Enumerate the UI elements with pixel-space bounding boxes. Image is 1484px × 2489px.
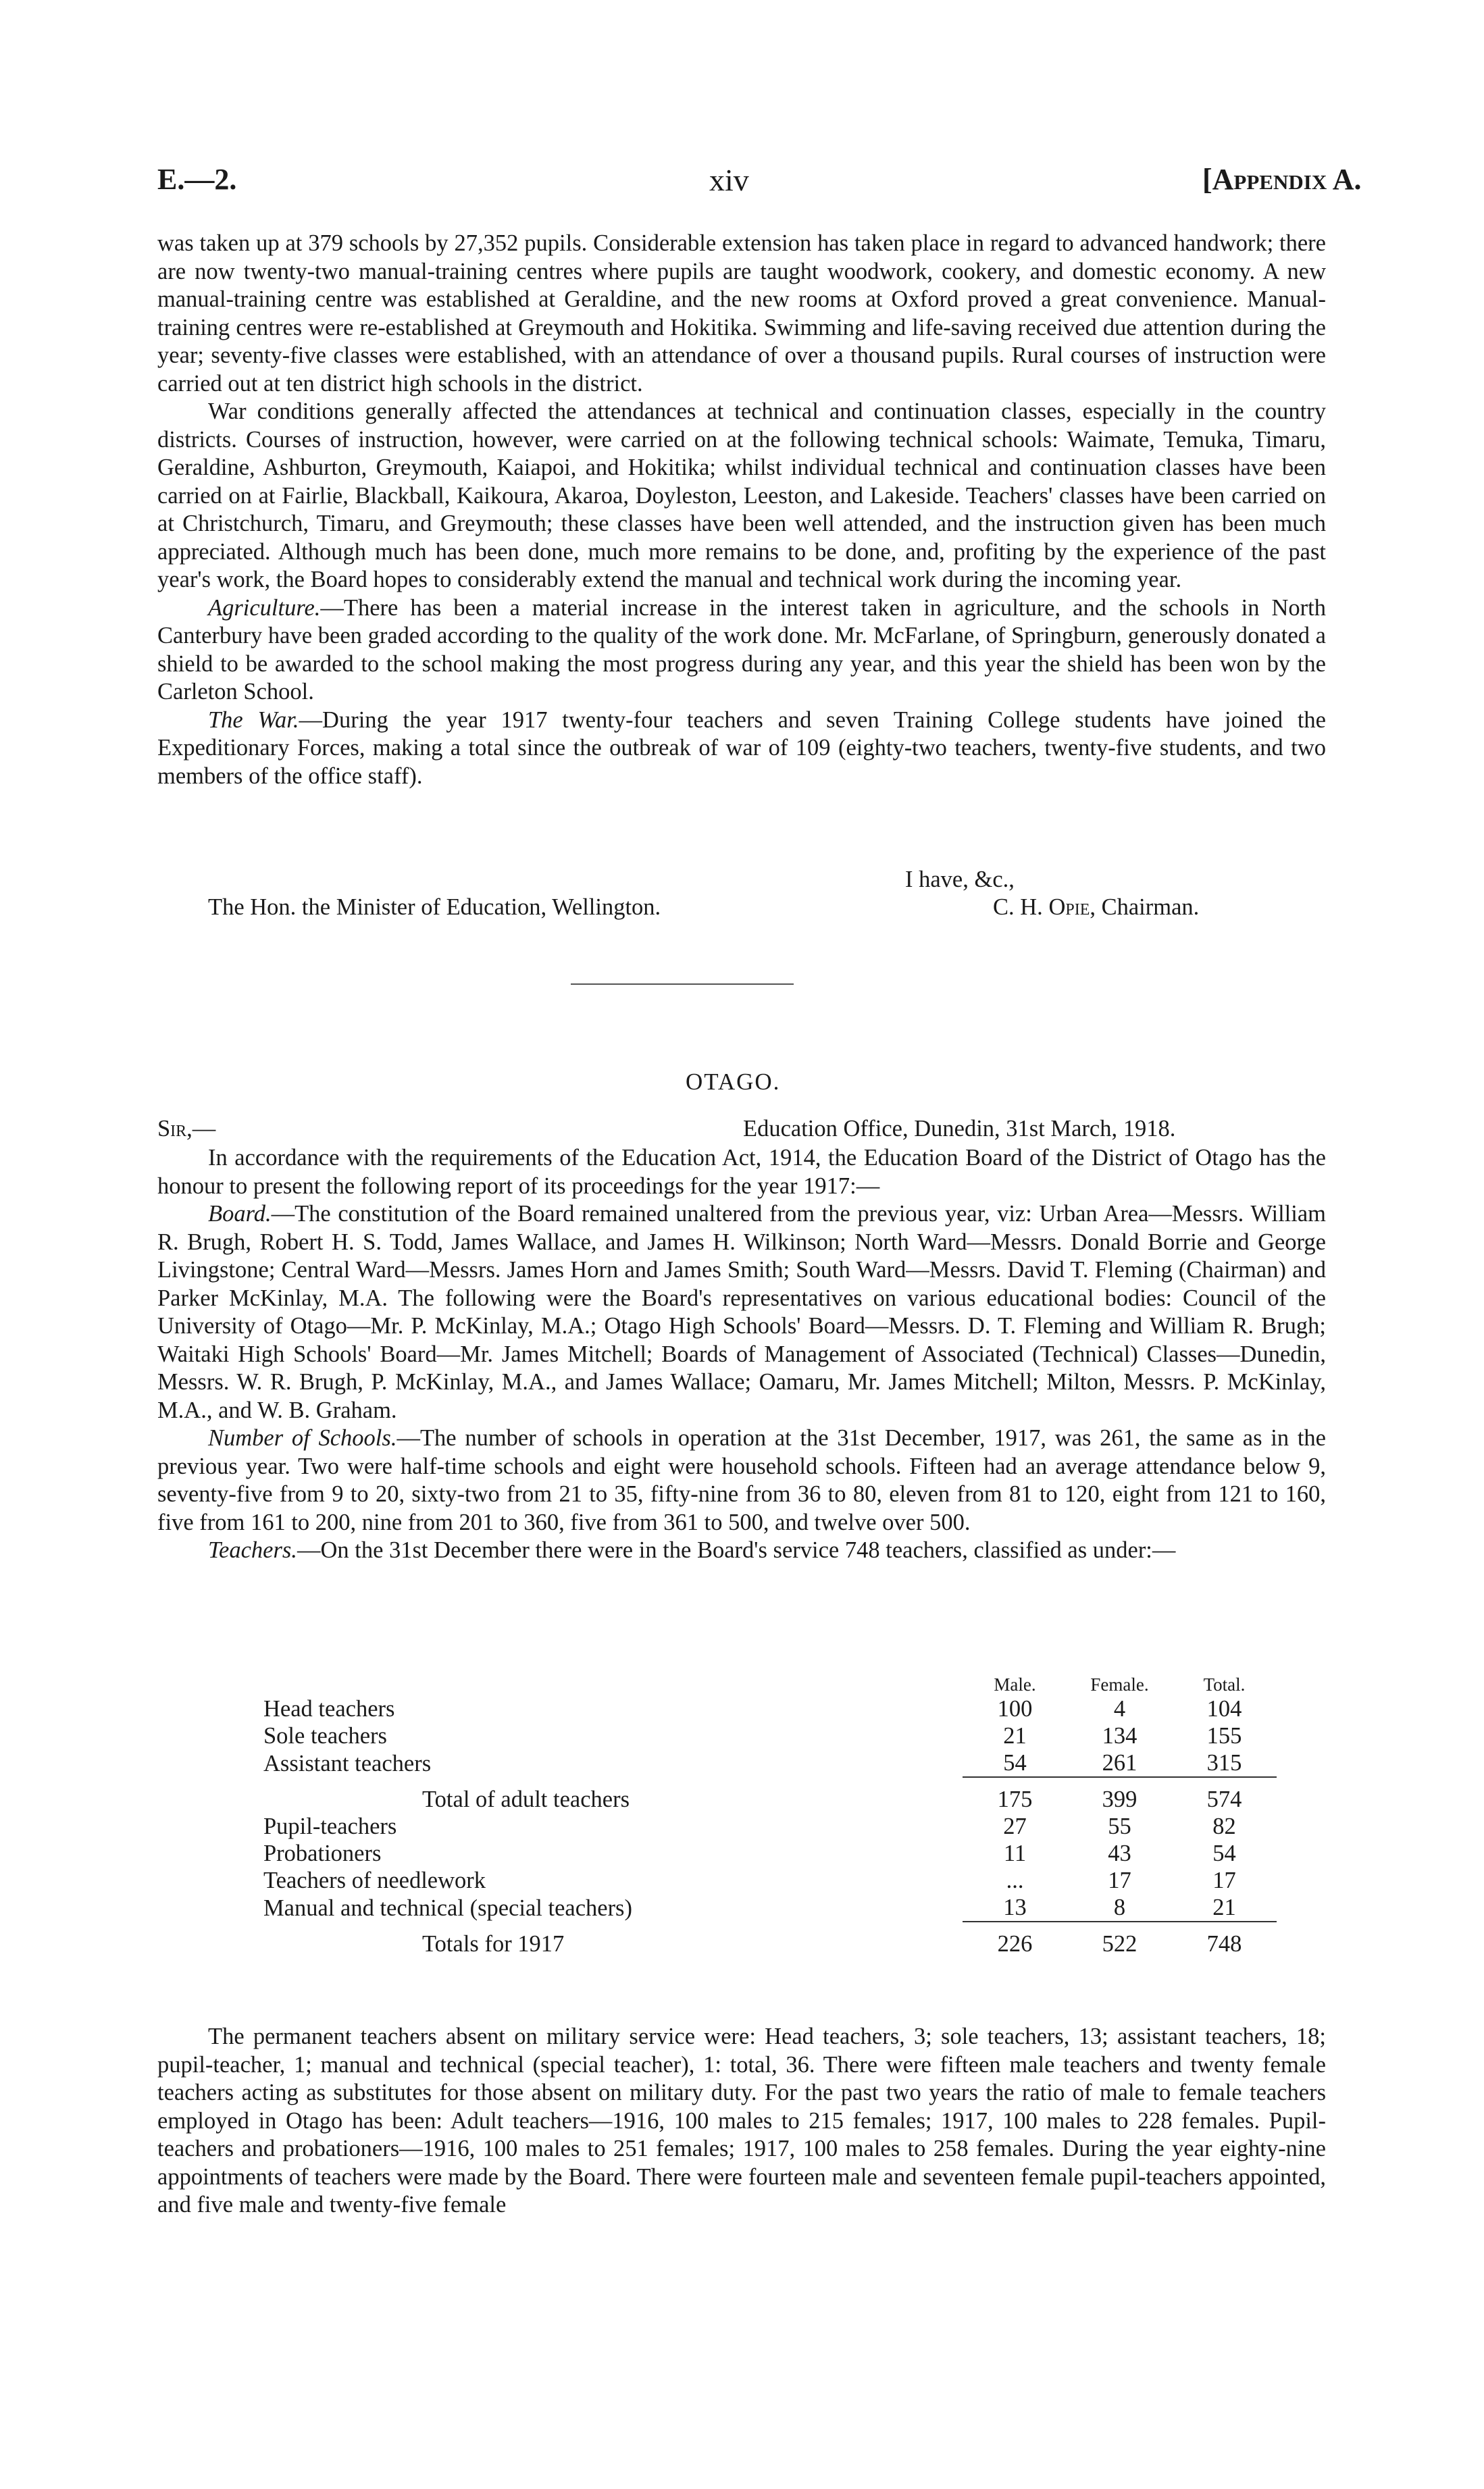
page-header-left: E.—2.: [157, 163, 237, 196]
cell-total: 315: [1206, 1750, 1242, 1776]
grand-total-row: [263, 1930, 1277, 1957]
row-label: Total of adult teachers: [422, 1787, 630, 1812]
paragraph: [157, 398, 1326, 594]
table-row: [263, 1840, 1277, 1867]
paragraph: [157, 1425, 1326, 1537]
page-header-right: [Appendix A.: [1202, 163, 1362, 196]
dateline: Education Office, Dunedin, 31st March, 1918.: [743, 1116, 1176, 1141]
cell-female: 8: [1113, 1895, 1126, 1920]
paragraph-text: —On the 31st December there were in the Board's service 748 teachers, classified as under:—: [297, 1537, 1176, 1563]
row-label: Head teachers: [263, 1696, 395, 1722]
section-divider: [571, 983, 794, 985]
row-label: Assistant teachers: [263, 1751, 432, 1776]
cell-male: 54: [1003, 1750, 1027, 1776]
cell-male: 27: [1003, 1814, 1027, 1839]
cell-female: 4: [1113, 1696, 1126, 1722]
cell-total: 155: [1206, 1723, 1242, 1749]
cell-female: 522: [1102, 1931, 1137, 1957]
cell-male: 226: [997, 1931, 1033, 1957]
cell-male: 100: [997, 1696, 1033, 1722]
cell-total: 21: [1212, 1895, 1236, 1920]
cell-male: 175: [997, 1787, 1033, 1812]
table-row: [263, 1813, 1277, 1840]
cell-male: 13: [1003, 1895, 1027, 1920]
signature-name: Opie: [1048, 894, 1090, 920]
cell-male: 21: [1003, 1723, 1027, 1749]
page-number: xiv: [709, 163, 749, 197]
otago-report: [157, 1144, 1326, 1565]
paragraph: [157, 594, 1326, 707]
table-header-row: [263, 1668, 1277, 1695]
row-label: Totals for 1917: [422, 1931, 565, 1957]
teachers-table: [263, 1668, 1277, 1957]
cell-female: 134: [1102, 1723, 1137, 1749]
cell-female: 261: [1102, 1750, 1137, 1776]
row-label: Sole teachers: [263, 1723, 387, 1749]
column-header: Total.: [1203, 1674, 1246, 1695]
table-row: [263, 1695, 1277, 1722]
cell-total: 54: [1212, 1841, 1236, 1866]
row-label: Teachers of needlework: [263, 1868, 486, 1893]
paragraph: was taken up at 379 schools by 27,352 pupils. Considerable extension has taken place in regard to advanced handwork; there are now twenty-two manual-training centres where pupils are taught woodwork, cookery, and domestic economy. A new manual-training centre was established at Geraldine, and the new rooms at Oxford proved a great convenience. Manual-training centres were re-established at Greymouth and Hokitika. Swimming and life-saving received due attention during the year; seventy-five classes were established, with an attendance of over a thousand pupils. Rural courses of instruction were carried out at ten district high schools in the district.: [157, 230, 1326, 396]
paragraph: [157, 1200, 1326, 1425]
salutation: Sir,—: [157, 1116, 216, 1141]
cell-female: 43: [1108, 1841, 1131, 1866]
row-label: Pupil-teachers: [263, 1814, 397, 1839]
closing: I have, &c.,: [905, 867, 1015, 892]
cell-total: 748: [1206, 1931, 1242, 1957]
paragraph-text: —The number of schools in operation at the 31st December, 1917, was 261, the same as in the previous year. Two were half-time schools and eight were household schools. Fifteen had an average attendance below 9, seventy-five from 9 to 20, sixty-two from 21 to 35, fifty-nine from 36 to 80, eleven from 81 to 120, eight from 121 to 160, five from 161 to 200, nine from 201 to 360, five from 361 to 500, and twelve over 500.: [157, 1425, 1326, 1535]
row-label: Manual and technical (special teachers): [263, 1895, 632, 1921]
table-row: [263, 1867, 1277, 1894]
paragraph-text: War conditions generally affected the attendances at technical and continuation classes, especially in the country districts. Courses of instruction, however, were carried on at the following technical schools: Waimate, Temuka, Timaru, Geraldine, Ashburton, Greymouth, Kaiapoi, and Hokitika; whilst individual technical and continuation classes have been carried on at Fairlie, Blackball, Kaikoura, Akaroa, Doyleston, Leeston, and Lakeside. Teachers' classes have been carried on at Christchurch, Timaru, and Greymouth; these classes have been well attended, and the instruction given has been much appreciated. Although much has been done, much more remains to be done, and, profiting by the experience of the past year's work, the Board hopes to considerably extend the manual and technical work during the incoming year.: [157, 399, 1326, 592]
cell-female: 55: [1108, 1814, 1131, 1839]
paragraph-text: —There has been a material increase in the interest taken in agriculture, and the schools in North Canterbury have been graded according to the quality of the work done. Mr. McFarlane, of Springburn, generously donated a shield to be awarded to the school making the most progress during any year, and this year the shield has been won by the Carleton School.: [157, 594, 1326, 704]
section-heading: Board.: [208, 1201, 272, 1227]
subtotal-row: [263, 1786, 1277, 1813]
paragraph: In accordance with the requirements of the Education Act, 1914, the Education Board of the District of Otago has the honour to present the following report of its proceedings for the year 1917:—: [157, 1145, 1326, 1199]
paragraph-text: —The constitution of the Board remained unaltered from the previous year, viz: Urban Area—Messrs. William R. Brugh, Robert H. S. Todd, James Wallace, and James H. Wilkinson; North Ward—Messrs. Donald Borrie and George Livingstone; Central Ward—Messrs. James Horn and James Smith; South Ward—Messrs. David T. Fleming (Chairman) and Parker McKinlay, M.A. The following were the Board's representatives on various educational bodies: Council of the University of Otago—Mr. P. McKinlay, M.A.; Otago High Schools' Board—Messrs. D. T. Fleming and William R. Brugh; Waitaki High Schools' Board—Mr. James Mitchell; Boards of Management of Associated (Technical) Classes—Dunedin, Messrs. W. R. Brugh, P. McKinlay, M.A., and James Wallace; Oamaru, Mr. James Mitchell; Milton, Messrs. P. McKinlay, M.A., and W. B. Graham.: [157, 1201, 1326, 1423]
section-heading: Teachers.: [208, 1537, 297, 1563]
paragraph: The permanent teachers absent on military service were: Head teachers, 3; sole teachers, 13; assistant teachers, 18; pupil-teacher, 1; manual and technical (special teacher), 1: total, 36. There were fifteen male teachers and twenty female teachers acting as substitutes for those absent on military duty. For the past two years the ratio of male to female teachers employed in Otago has been: Adult teachers—1916, 100 males to 215 females; 1917, 100 males to 228 females. Pupil-teachers and probationers—1916, 100 males to 251 females; 1917, 100 males to 258 females. During the year eighty-nine appointments of teachers were made by the Board. There were fourteen male and seventeen female pupil-teachers appointed, and five male and twenty-five female: [157, 2024, 1326, 2217]
signature: [993, 894, 1199, 921]
cell-male: ...: [1006, 1868, 1024, 1893]
paragraph: [157, 707, 1326, 791]
table-row: [263, 1894, 1277, 1922]
section-heading: Number of Schools.: [208, 1425, 397, 1451]
cell-male: 11: [1003, 1841, 1027, 1866]
signature-role: , Chairman.: [1090, 894, 1200, 920]
section-heading: The War.: [208, 707, 299, 733]
canterbury-report: [157, 230, 1326, 790]
cell-total: 82: [1212, 1814, 1236, 1839]
paragraph: [157, 1537, 1326, 1565]
table-row: [263, 1722, 1277, 1749]
otago-report-continued: [157, 2023, 1326, 2219]
column-header: Female.: [1090, 1674, 1149, 1695]
cell-female: 17: [1108, 1868, 1131, 1893]
cell-total: 104: [1206, 1696, 1242, 1722]
paragraph-text: —During the year 1917 twenty-four teachers and seven Training College students have joined the Expeditionary Forces, making a total since the outbreak of war of 109 (eighty-two teachers, twenty-five students, and two members of the office staff).: [157, 707, 1326, 789]
table-row: [263, 1749, 1277, 1777]
cell-total: 17: [1212, 1868, 1236, 1893]
section-title: OTAGO.: [686, 1069, 781, 1095]
signature-initials: C. H.: [993, 894, 1043, 920]
cell-female: 399: [1102, 1787, 1137, 1812]
section-heading: Agriculture.: [208, 594, 321, 621]
column-header: Male.: [994, 1674, 1036, 1695]
row-label: Probationers: [263, 1841, 382, 1866]
cell-total: 574: [1206, 1787, 1242, 1812]
addressee: The Hon. the Minister of Education, Wellington.: [208, 894, 661, 920]
